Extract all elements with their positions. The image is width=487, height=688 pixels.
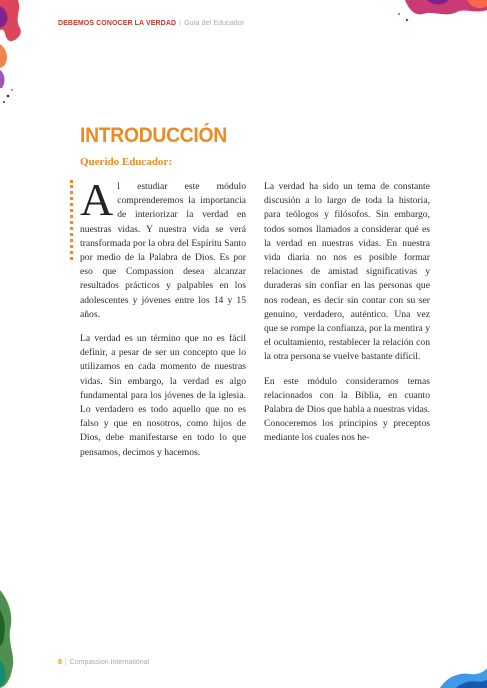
watercolor-splash-top-left [0, 0, 30, 110]
page-number: 8 [58, 659, 62, 666]
text-column-left [80, 174, 246, 470]
page-title: INTRODUCCIÓN [80, 124, 227, 147]
text-column-right [264, 180, 430, 456]
header-separator: | [179, 20, 182, 27]
running-footer [58, 659, 149, 666]
footer-organization: Compassion International [69, 659, 150, 666]
header-subtitle: Guía del Educador [184, 20, 245, 27]
drop-cap: A [80, 174, 114, 225]
paragraph [80, 174, 246, 322]
header-section-title: DEBEMOS CONOCER LA VERDAD [58, 20, 177, 27]
paragraph: En este módulo consideramos temas relacionados con la Biblia, en cuanto Palabra de Dios que habla a nuestras vidas. Conoceremos los principios y preceptos mediante los cuales nos he- [264, 375, 430, 444]
paragraph-text: l estudiar este módulo comprenderemos la importancia de interiorizar la verdad en nuestras vidas. Y nuestra vida se verá transformada por la obra del Espíritu Santo por medio de la Palabra de Dios. Es por eso que Compassion desea alcanzar resultados prácticos y palpables en los adolescentes y jóvenes entre los 14 y 15 años. [80, 181, 246, 320]
watercolor-splash-top-right [387, 0, 487, 30]
dotted-accent-bar [70, 180, 73, 260]
paragraph: La verdad ha sido un tema de constante discusión a lo largo de toda la historia, para teólogos y filósofos. Sin embargo, todos somos llamados a considerar qué es la verdad en nuestras vidas. En nuestra vida diaria no nos es posible formar relaciones de amistad significativas y duraderas sin confiar en las personas que nos rodean, es decir sin contar con su ser genuino, verdadero, auténtico. Una vez que se rompe la confianza, por la mentira y el ocultamiento, restablecer la relación con la otra persona se vuelve bastante difícil. [264, 181, 430, 363]
watercolor-splash-bottom-left [0, 590, 24, 688]
running-header [58, 20, 244, 27]
footer-separator: | [64, 659, 67, 666]
watercolor-splash-bottom-right [430, 668, 487, 688]
paragraph: La verdad es un término que no es fácil definir, a pesar de ser un concepto que lo utilizamos en cada momento de nuestras vidas. Sin embargo, la verdad es algo fundamental para los jóvenes de la iglesia. Lo verdadero es todo aquello que no es falso y que en nosotros, como hijos de Dios, debe manifestarse en todo lo que pensamos, decimos y hacemos. [80, 333, 246, 458]
salutation: Querido Educador: [80, 156, 172, 168]
